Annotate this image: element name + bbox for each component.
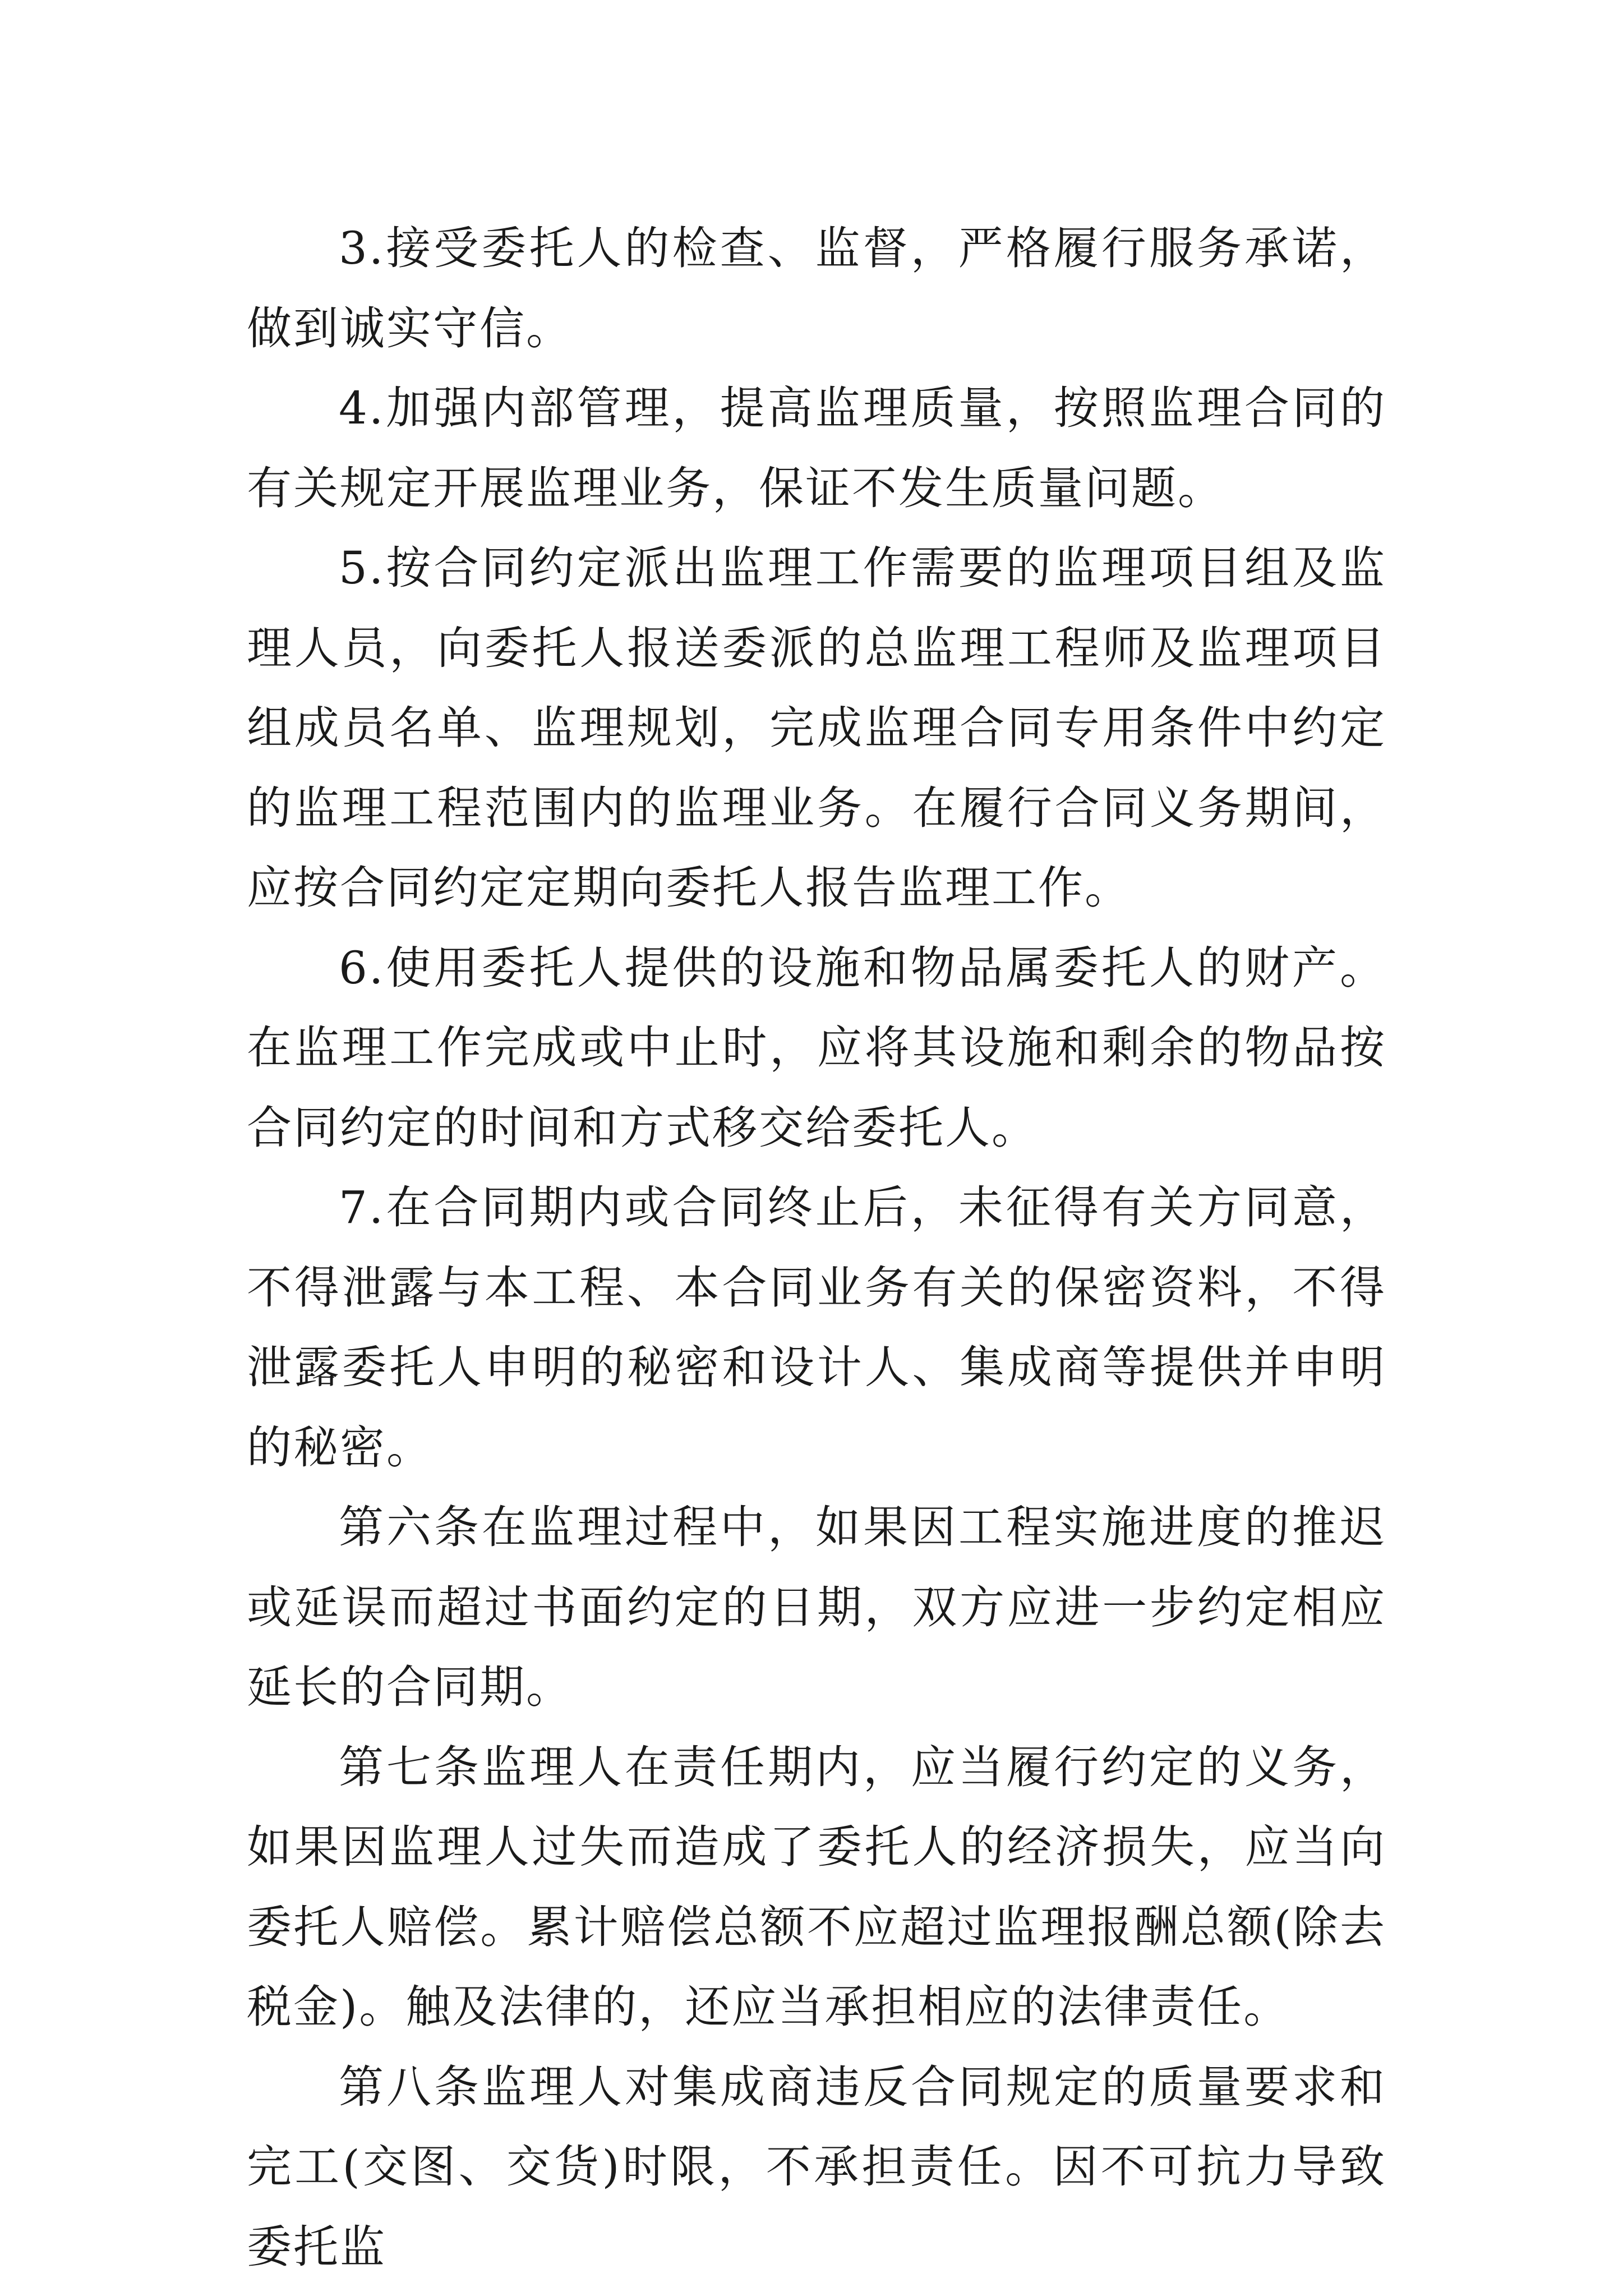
paragraph-article-6: 第六条在监理过程中，如果因工程实施进度的推迟或延误而超过书面约定的日期，双方应进一步约定相应延长的合同期。 (247, 1501, 1386, 1713)
paragraph-item-4: 4.加强内部管理，提高监理质量，按照监理合同的有关规定开展监理业务，保证不发生质量问题。 (247, 382, 1386, 514)
document-body (247, 209, 1386, 2287)
paragraph-item-7: 7.在合同期内或合同终止后，未征得有关方同意，不得泄露与本工程、本合同业务有关的保密资料，不得泄露委托人申明的秘密和设计人、集成商等提供并申明的秘密。 (247, 1181, 1386, 1474)
paragraph-article-8: 第八条监理人对集成商违反合同规定的质量要求和完工(交图、交货)时限，不承担责任。因不可抗力导致委托监 (247, 2060, 1386, 2273)
paragraph-item-3: 3.接受委托人的检查、监督，严格履行服务承诺，做到诚实守信。 (247, 222, 1386, 355)
paragraph-item-6: 6.使用委托人提供的设施和物品属委托人的财产。在监理工作完成或中止时，应将其设施和剩余的物品按合同约定的时间和方式移交给委托人。 (247, 941, 1386, 1154)
paragraph-item-5: 5.按合同约定派出监理工作需要的监理项目组及监理人员，向委托人报送委派的总监理工程师及监理项目组成员名单、监理规划，完成监理合同专用条件中约定的监理工程范围内的监理业务。在履行合同义务期间，应按合同约定定期向委托人报告监理工作。 (247, 542, 1386, 914)
paragraph-article-7: 第七条监理人在责任期内，应当履行约定的义务，如果因监理人过失而造成了委托人的经济损失，应当向委托人赔偿。累计赔偿总额不应超过监理报酬总额(除去税金)。触及法律的，还应当承担相应的法律责任。 (247, 1741, 1386, 2033)
